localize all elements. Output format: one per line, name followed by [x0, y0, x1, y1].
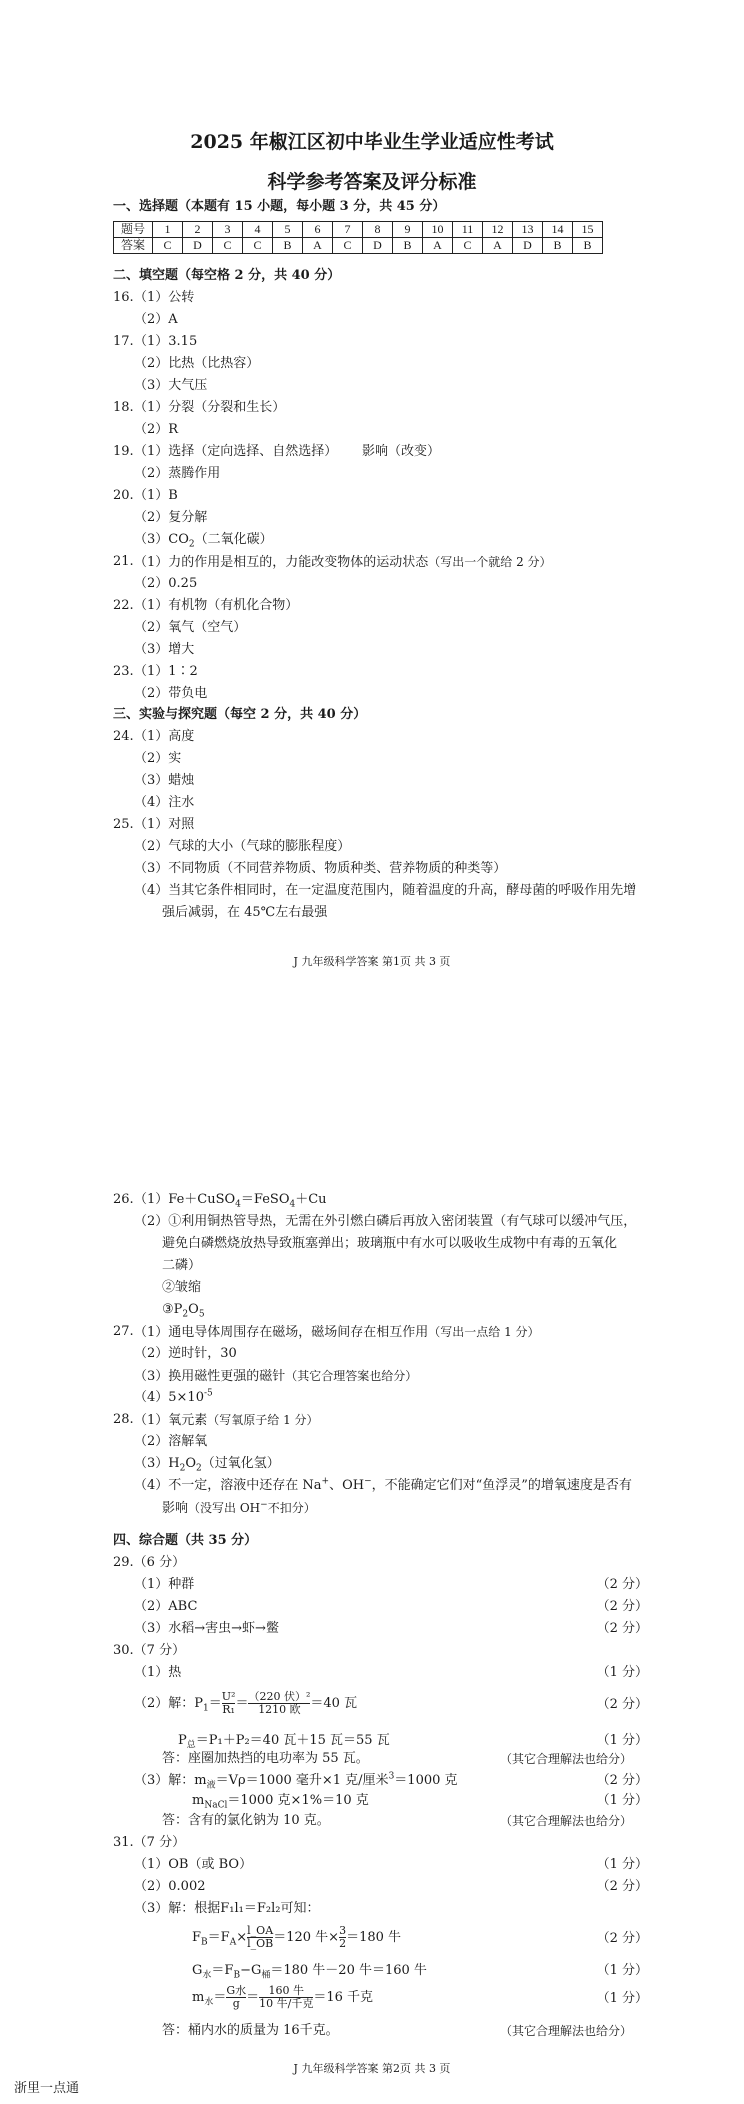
question-number: 20. [113, 488, 134, 503]
subscript: NaCl [204, 1800, 228, 1811]
answer-line [134, 1456, 280, 1472]
answer-line: （2）A [134, 312, 178, 327]
score-label: （2 分） [596, 1697, 648, 1712]
text: （3）H [134, 1456, 180, 1471]
text: ＝180 牛 [346, 1930, 402, 1945]
text: ＝ [235, 1696, 249, 1711]
text: ＝ [246, 1990, 260, 2005]
question-number: 19. [113, 444, 134, 459]
table-cell: B [393, 238, 423, 254]
subscript: 2 [196, 1463, 202, 1474]
fraction [247, 1925, 273, 1950]
answer-line: 答：含有的氯化钠为 10 克。 [162, 1813, 330, 1828]
text: ＝F [207, 1930, 230, 1945]
numerator: G水 [226, 1984, 247, 1997]
answer-line: （1）热 [134, 1665, 182, 1680]
answer-line: （2）蒸腾作用 [134, 466, 221, 481]
text: P [178, 1733, 187, 1748]
text: （1）力的作用是相互的，力能改变物体的运动状态 [134, 555, 429, 570]
subscript: 总 [186, 1740, 196, 1751]
text: 影响 [162, 1501, 189, 1516]
page-footer: J 九年级科学答案 第1页 共 3 页 [293, 955, 451, 968]
text: ＋Cu [295, 1192, 327, 1207]
answer-line [162, 1302, 205, 1318]
grading-note: （其它合理解法也给分） [500, 2024, 633, 2038]
text: ＝FeSO [240, 1192, 290, 1207]
table-cell: B [273, 238, 303, 254]
denominator: g [232, 1997, 240, 2010]
text: （二氧化碳） [194, 532, 273, 547]
section-2-heading: 二、填空题（每空格 2 分，共 40 分） [113, 268, 341, 283]
text: ③P [162, 1302, 183, 1317]
numerator: 3 [339, 1924, 347, 1937]
subscript: 桶 [261, 1970, 271, 1981]
score-label: （1 分） [596, 1857, 648, 1872]
text: −G [240, 1963, 262, 1978]
score-label: （1 分） [596, 1665, 648, 1680]
grading-note: （写出一点给 1 分） [428, 1325, 540, 1339]
subscript: 水 [204, 1997, 214, 2008]
subscript: 1 [203, 1703, 209, 1714]
section-3-heading: 三、实验与探究题（每空 2 分，共 40 分） [113, 707, 367, 722]
denominator: l_OB [247, 1937, 274, 1950]
table-cell: 1 [153, 222, 183, 238]
answer-line [134, 1773, 458, 1789]
answer-line: （1）1∶2 [134, 664, 198, 679]
text: O [188, 1302, 199, 1317]
answer-line: （3）增大 [134, 642, 195, 657]
text: ＝P₁＋P₂＝40 瓦＋15 瓦＝55 瓦 [195, 1733, 390, 1748]
text: ＝Vρ＝1000 毫升×1 克/厘米 [215, 1773, 389, 1788]
answer-line [134, 532, 273, 548]
answer-line: 强后减弱，在 45℃左右最强 [162, 905, 328, 920]
answer-line: （1）B [134, 488, 178, 503]
numerator: 160 牛 [259, 1985, 313, 1998]
text: 不扣分） [267, 1501, 316, 1515]
table-cell: C [213, 238, 243, 254]
subscript: B [233, 1970, 241, 1981]
answer-line: （2）①利用铜热管导热，无需在外引燃白磷后再放入密闭装置（有气球可以缓冲气压， [134, 1214, 637, 1229]
answer-line: （4）当其它条件相同时，在一定温度范围内，随着温度的升高，酵母菌的呼吸作用先增 [134, 883, 637, 898]
answer-line: 答：座圈加热挡的电功率为 55 瓦。 [162, 1751, 369, 1766]
text: （4）不一定，溶液中还存在 Na [134, 1478, 322, 1493]
score-label: （2 分） [596, 1773, 648, 1788]
grading-note [188, 1501, 316, 1515]
superscript: -5 [203, 1388, 213, 1399]
answer-line: 影响（改变） [362, 444, 441, 459]
text: （过氧化氢） [201, 1456, 280, 1471]
score-label: （1 分） [596, 1793, 648, 1808]
table-cell: 8 [363, 222, 393, 238]
table-row-answers [114, 238, 603, 254]
answer-line: （3）水稻→害虫→虾→鳖 [134, 1621, 279, 1636]
answer-line [134, 1412, 319, 1429]
section-1-heading: 一、选择题（本题有 15 小题，每小题 3 分，共 45 分） [113, 199, 446, 214]
table-cell: 10 [423, 222, 453, 238]
grading-note: （其它合理解法也给分） [500, 1814, 633, 1828]
exam-title: 2025 年椒江区初中毕业生学业适应性考试 [190, 131, 554, 153]
score-label: （2 分） [596, 1599, 648, 1614]
answer-line: （1）3.15 [134, 334, 198, 349]
answer-table [113, 221, 603, 254]
answer-line: 答：桶内水的质量为 16千克。 [162, 2023, 339, 2038]
answer-line: 二磷） [162, 1258, 202, 1273]
page-footer: J 九年级科学答案 第2页 共 3 页 [293, 2062, 451, 2075]
question-number: 25. [113, 817, 134, 832]
answer-line: （2）复分解 [134, 510, 208, 525]
answer-line: 避免白磷燃烧放热导致瓶塞弹出；玻璃瓶中有水可以吸收生成物中有毒的五氧化 [162, 1236, 618, 1251]
text: m [192, 1793, 205, 1808]
text: F [192, 1930, 202, 1945]
score-label: （2 分） [596, 1931, 648, 1946]
fraction [226, 1985, 246, 2010]
answer-line [192, 1963, 427, 1979]
subscript: 4 [289, 1199, 296, 1210]
formula-line [192, 1923, 401, 1953]
question-number: 27. [113, 1324, 134, 1339]
answer-line: （1）对照 [134, 817, 195, 832]
subscript: 5 [198, 1309, 205, 1320]
fraction [222, 1691, 236, 1716]
table-cell: A [423, 238, 453, 254]
answer-line: （1）选择（定向选择、自然选择） [134, 444, 338, 459]
answer-line: （2）氧气（空气） [134, 620, 247, 635]
answer-line [192, 1793, 369, 1809]
table-cell: 12 [483, 222, 513, 238]
score-label: （2 分） [596, 1879, 648, 1894]
superscript: 3 [388, 1771, 395, 1782]
score-label: （2 分） [596, 1577, 648, 1592]
answer-line: （2）比热（比热容） [134, 356, 260, 371]
text: ＝F [211, 1963, 234, 1978]
table-cell: 13 [513, 222, 543, 238]
subscript: 2 [188, 539, 195, 550]
text: （没写出 OH [188, 1501, 261, 1515]
table-cell: 11 [453, 222, 483, 238]
answer-line: （2）气球的大小（气球的膨胀程度） [134, 839, 351, 854]
text: 、OH [329, 1478, 365, 1493]
text: （1）通电导体周围存在磁场，磁场间存在相互作用 [134, 1325, 429, 1340]
question-heading: 30.（7 分） [113, 1643, 186, 1658]
grading-note: （写氧原子给 1 分） [207, 1413, 319, 1427]
answer-line [134, 1192, 327, 1208]
text: ＝16 千克 [313, 1990, 374, 2005]
question-number: 22. [113, 598, 134, 613]
table-cell: C [333, 238, 363, 254]
text: （3）换用磁性更强的磁针 [134, 1369, 286, 1384]
question-number: 24. [113, 729, 134, 744]
text: O [185, 1456, 197, 1471]
question-heading: 31.（7 分） [113, 1835, 186, 1850]
numerator: （220 伏）² [248, 1690, 311, 1703]
table-cell: D [183, 238, 213, 254]
table-cell: B [573, 238, 603, 254]
answer-line: （3）不同物质（不同营养物质、物质种类、营养物质的种类等） [134, 861, 507, 876]
fraction [248, 1691, 310, 1716]
answer-line [134, 1324, 540, 1341]
text: ＝120 牛× [273, 1930, 340, 1945]
table-row-numbers [114, 222, 603, 238]
superscript: + [321, 1476, 330, 1487]
text: ＝ [208, 1696, 222, 1711]
superscript: − [364, 1476, 372, 1487]
answer-line: （2）带负电 [134, 686, 208, 701]
score-label: （1 分） [596, 1733, 648, 1748]
answer-line: ②皱缩 [162, 1280, 202, 1295]
table-cell: D [363, 238, 393, 254]
answer-line: （3）大气压 [134, 378, 208, 393]
denominator: 2 [339, 1937, 347, 1950]
fraction [339, 1925, 346, 1950]
numerator: U² [221, 1690, 236, 1703]
watermark-text: 浙里一点通 [14, 2081, 80, 2096]
subscript: 2 [179, 1463, 186, 1474]
formula-line [192, 1983, 373, 2013]
table-cell: 9 [393, 222, 423, 238]
table-cell-header: 答案 [114, 238, 153, 254]
answer-line [178, 1733, 390, 1749]
answer-line: （2）溶解氧 [134, 1434, 208, 1449]
answer-line [134, 554, 552, 571]
text: × [236, 1930, 248, 1945]
answer-line [134, 1478, 632, 1494]
answer-line: （1）OB（或 BO） [134, 1857, 253, 1872]
text: （1）氧元素 [134, 1413, 208, 1428]
answer-line: （1）高度 [134, 729, 195, 744]
table-cell: C [153, 238, 183, 254]
answer-line [162, 1500, 316, 1517]
subscript: 水 [202, 1970, 212, 1981]
text: ＝1000 克 [394, 1773, 458, 1788]
score-label: （1 分） [596, 1963, 648, 1978]
score-label: （1 分） [596, 1991, 648, 2006]
table-cell: 7 [333, 222, 363, 238]
answer-line [134, 1390, 213, 1406]
question-number: 17. [113, 334, 134, 349]
text: （3）CO [134, 532, 189, 547]
grading-note: （其它合理解法也给分） [500, 1752, 633, 1766]
answer-line: （2）实 [134, 751, 182, 766]
answer-line: （4）注水 [134, 795, 195, 810]
numerator: l_OA [247, 1924, 274, 1937]
grading-note: （其它合理答案也给分） [285, 1369, 418, 1383]
score-label: （2 分） [596, 1621, 648, 1636]
grading-note: （写出一个就给 2 分） [428, 555, 552, 569]
fraction [259, 1985, 313, 2010]
table-cell: 15 [573, 222, 603, 238]
question-number: 18. [113, 400, 134, 415]
text: （2）解：P [134, 1696, 204, 1711]
answer-line: （2）逆时针，30 [134, 1346, 237, 1361]
answer-line: （1）种群 [134, 1577, 195, 1592]
table-cell: A [303, 238, 333, 254]
table-cell: C [243, 238, 273, 254]
subscript: 液 [206, 1780, 216, 1791]
answer-line: （1）公转 [134, 290, 195, 305]
subscript: 4 [235, 1199, 241, 1210]
exam-subtitle: 科学参考答案及评分标准 [267, 171, 477, 193]
table-cell: C [453, 238, 483, 254]
text: （3）解：m [134, 1773, 207, 1788]
table-cell: 5 [273, 222, 303, 238]
answer-line: （1）分裂（分裂和生长） [134, 400, 286, 415]
subscript: 2 [182, 1309, 189, 1320]
answer-line: （2）ABC [134, 1599, 198, 1614]
text: （1）Fe＋CuSO [134, 1192, 236, 1207]
table-cell: D [513, 238, 543, 254]
superscript: − [260, 1500, 268, 1510]
question-heading: 29.（6 分） [113, 1555, 186, 1570]
answer-line [134, 1368, 417, 1385]
text: ＝1000 克×1%＝10 克 [227, 1793, 369, 1808]
subscript: B [201, 1937, 208, 1948]
question-number: 21. [113, 554, 134, 569]
text: ＝180 牛－20 牛＝160 牛 [270, 1963, 427, 1978]
denominator: 10 牛/千克 [259, 1997, 314, 2010]
table-cell: 2 [183, 222, 213, 238]
denominator: 1210 欧 [258, 1703, 301, 1716]
answer-line: （3）蜡烛 [134, 773, 195, 788]
answer-line: （1）有机物（有机化合物） [134, 598, 299, 613]
text: G [192, 1963, 203, 1978]
table-cell: 6 [303, 222, 333, 238]
answer-line: （2）R [134, 422, 179, 437]
question-number: 28. [113, 1412, 134, 1427]
question-number: 23. [113, 664, 134, 679]
text: m [192, 1990, 205, 2005]
table-cell: B [543, 238, 573, 254]
subscript: A [229, 1937, 237, 1948]
answer-line: （2）0.25 [134, 576, 198, 591]
section-4-heading: 四、综合题（共 35 分） [113, 1533, 258, 1548]
text: （4）5×10 [134, 1390, 204, 1405]
table-cell-header: 题号 [114, 222, 153, 238]
table-cell: A [483, 238, 513, 254]
table-cell: 3 [213, 222, 243, 238]
formula-line [134, 1689, 357, 1719]
text: ＝40 瓦 [310, 1696, 358, 1711]
answer-line: （3）解：根据F₁l₁＝F₂l₂可知： [134, 1901, 320, 1916]
question-number: 26. [113, 1192, 134, 1207]
text: ＝ [213, 1990, 227, 2005]
table-cell: 14 [543, 222, 573, 238]
question-number: 16. [113, 290, 134, 305]
table-cell: 4 [243, 222, 273, 238]
denominator: R₁ [222, 1703, 235, 1716]
answer-line: （2）0.002 [134, 1879, 206, 1894]
text: ，不能确定它们对“鱼浮灵”的增氧速度是否有 [371, 1478, 632, 1493]
